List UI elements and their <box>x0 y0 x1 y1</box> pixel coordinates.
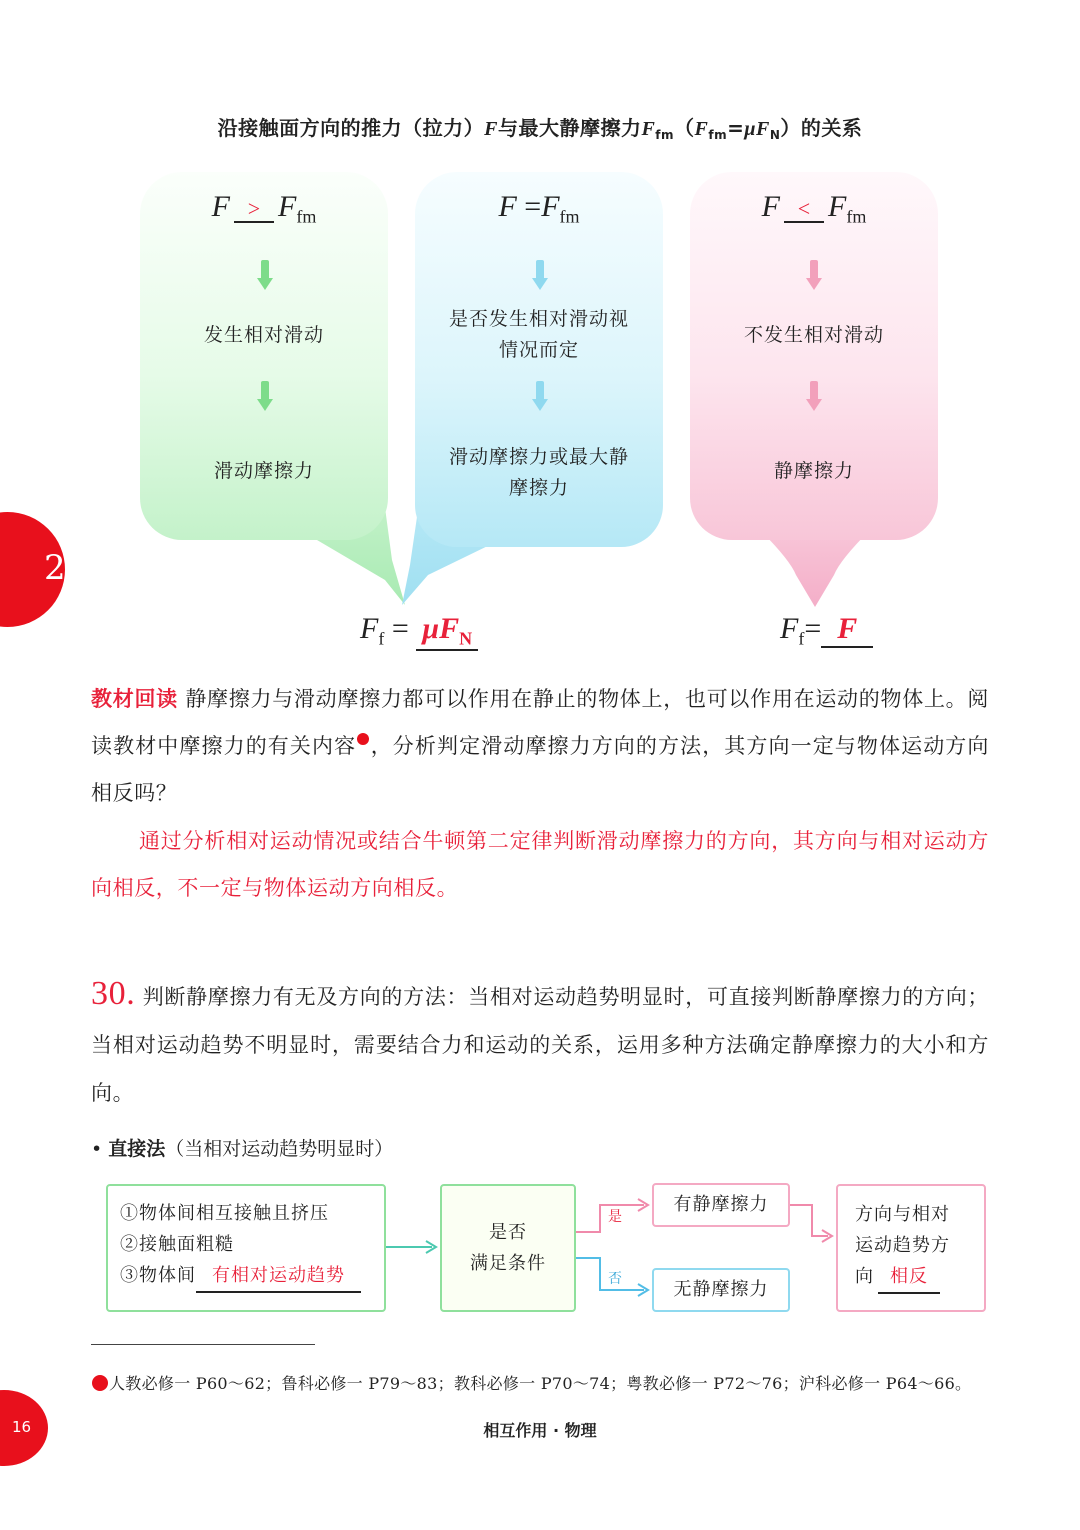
result-sliding: $F_f = \mu F_N$ <box>360 612 478 651</box>
step-no-slide: 不发生相对滑动 <box>743 324 884 346</box>
figure-title: 沿接触面方向的推力（拉力）F与最大静摩擦力$F_{fm}(F_{fm}=\mu F_N)$的关系 <box>217 116 863 143</box>
formula-equal: $F =F_{fm}$ <box>498 190 580 227</box>
condition-1: ①物体间相互接触且挤压 <box>120 1203 329 1224</box>
step-depends: 是否发生相对滑动视情况而定 <box>448 308 629 361</box>
condition-2: ②接触面粗糙 <box>120 1234 234 1255</box>
no-label: 否 <box>608 1271 622 1287</box>
formula-less: $F < F_{fm}$ <box>761 190 867 227</box>
footnote-marker-icon <box>92 1375 108 1391</box>
direction-line-1: 方向与相对 <box>855 1204 950 1225</box>
check-label-1: 是否 <box>489 1222 527 1243</box>
condition-3: ③物体间 有相对运动趋势 <box>120 1260 361 1293</box>
footnote-divider <box>91 1344 315 1345</box>
result-static: $F_f= F$ <box>780 612 873 649</box>
review-answer: 通过分析相对运动情况或结合牛顿第二定律判断滑动摩擦力的方向，其方向与相对运动方向相反，不一定与物体运动方向相反。 <box>91 829 989 900</box>
direction-line-3: 向 相反 <box>855 1261 940 1294</box>
direct-method-heading: • 直接法（当相对运动趋势明显时） <box>91 1138 394 1160</box>
footnote: 人教必修一 P60～62；鲁科必修一 P79～83；教科必修一 P70～74；粤教必修一 P72～76；沪科必修一 P64～66。 <box>91 1371 971 1394</box>
formula-greater: $F > F_{fm}$ <box>211 190 317 227</box>
check-label-2: 满足条件 <box>470 1253 546 1274</box>
page-number: 16 <box>12 1418 32 1436</box>
running-footer: 相互作用 · 物理 <box>483 1421 597 1440</box>
chapter-number: 2 <box>44 548 66 588</box>
has-friction-label: 有静摩擦力 <box>673 1194 769 1215</box>
yes-label: 是 <box>608 1209 622 1225</box>
review-label: 教材回读 <box>91 687 178 711</box>
step-sliding-or-max: 滑动摩擦力或最大静摩擦力 <box>448 446 629 499</box>
step-relative-slide: 发生相对滑动 <box>203 324 324 346</box>
step-sliding-friction: 滑动摩擦力 <box>213 460 314 482</box>
item-30: 30. 判断静摩擦力有无及方向的方法：当相对运动趋势明显时，可直接判断静摩擦力的方向；当相对运动趋势不明显时，需要结合力和运动的关系，运用多种方法确定静摩擦力的大小和方向。 <box>91 975 989 1105</box>
item-number: 30. <box>91 975 136 1012</box>
no-friction-label: 无静摩擦力 <box>673 1279 769 1300</box>
step-static-friction: 静摩擦力 <box>773 460 854 482</box>
review-paragraph: 教材回读 静摩擦力与滑动摩擦力都可以作用在静止的物体上，也可以作用在运动的物体上。阅读教材中摩擦力的有关内容 ，分析判定滑动摩擦力方向的方法，其方向一定与物体运动方向相反吗？ <box>91 687 989 805</box>
direction-line-2: 运动趋势方 <box>855 1235 950 1256</box>
